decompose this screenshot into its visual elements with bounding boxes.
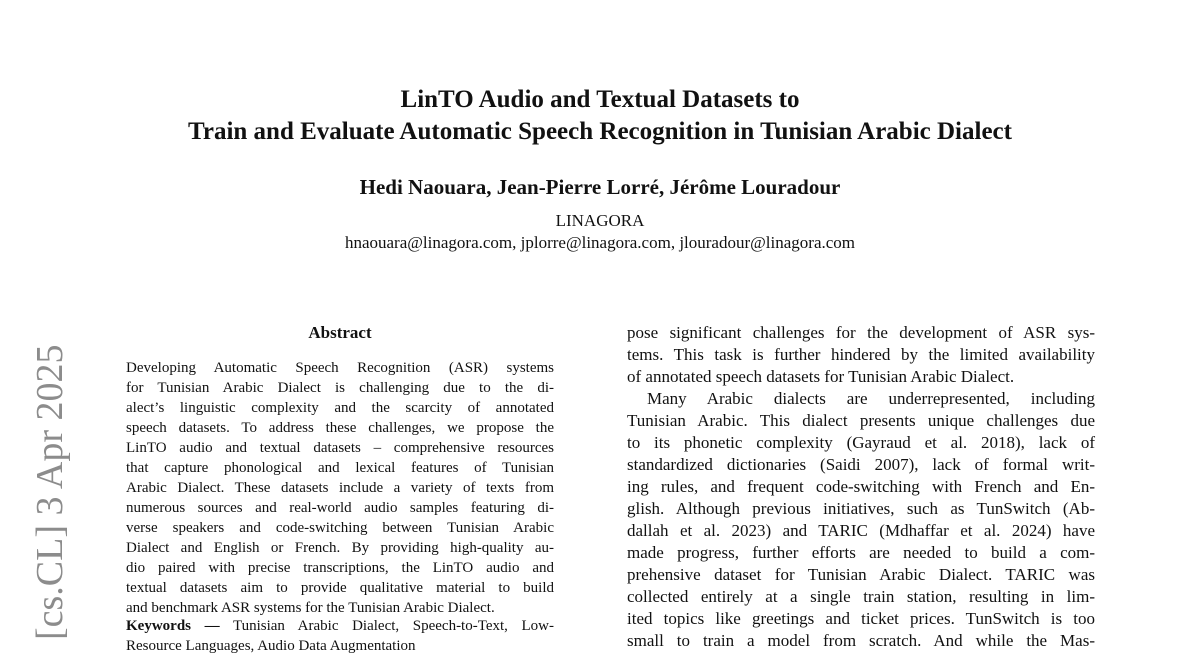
paper-title-line-2: Train and Evaluate Automatic Speech Recognition in Tunisian Arabic Dialect [188, 118, 1012, 145]
abstract-line: numerous sources and real-world audio samples featuring di- [126, 500, 554, 516]
paper-title-line-1: LinTO Audio and Textual Datasets to [400, 86, 800, 113]
body-line: to its phonetic complexity (Gayraud et al. 2018), lack of [627, 433, 1095, 452]
author-affiliation: LINAGORA [555, 211, 645, 230]
body-line: pose significant challenges for the development of ASR sys- [627, 323, 1095, 342]
abstract-heading: Abstract [308, 323, 372, 342]
abstract-line: dio paired with precise transcriptions, the LinTO audio and [126, 560, 554, 576]
paper-title [100, 84, 1100, 148]
body-line: standardized dictionaries (Saidi 2007), lack of formal writ- [627, 455, 1095, 474]
abstract-line: textual datasets aim to provide qualitative material to build [126, 580, 554, 596]
body-line: collected entirely at a single train station, resulting in lim- [627, 587, 1095, 606]
keywords [126, 616, 554, 656]
body-line: Tunisian Arabic. This dialect presents unique challenges due [627, 411, 1095, 430]
body-line: ited topics like greetings and ticket prices. TunSwitch is too [627, 609, 1095, 628]
abstract-line: LinTO audio and textual datasets – comprehensive resources [126, 440, 554, 456]
body-line: ing rules, and frequent code-switching with French and En- [627, 477, 1095, 496]
body-line: dallah et al. 2023) and TARIC (Mdhaffar et al. 2024) have [627, 521, 1095, 540]
introduction-column [627, 322, 1095, 652]
author-emails: hnaouara@linagora.com, jplorre@linagora.com, jlouradour@linagora.com [344, 233, 856, 252]
body-line: glish. Although previous initiatives, such as TunSwitch (Ab- [627, 499, 1095, 518]
body-line: tems. This task is further hindered by the limited availability [627, 345, 1095, 364]
body-line: prehensive dataset for Tunisian Arabic Dialect. TARIC was [627, 565, 1095, 584]
abstract-line: Developing Automatic Speech Recognition (ASR) systems [126, 360, 554, 376]
abstract-line: that capture phonological and lexical features of Tunisian [126, 460, 554, 476]
keywords-label: Keywords — [126, 618, 220, 634]
body-line: Many Arabic dialects are underrepresented, including [647, 389, 1095, 408]
abstract-line: alect’s linguistic complexity and the scarcity of annotated [126, 400, 554, 416]
paper-authors: Hedi Naouara, Jean-Pierre Lorré, Jérôme Louradour [359, 175, 841, 199]
abstract-line: speech datasets. To address these challenges, we propose the [126, 420, 554, 436]
body-line: made progress, further efforts are needed to build a com- [627, 543, 1095, 562]
arxiv-stamp: [cs.CL] 3 Apr 2025 [29, 344, 71, 640]
abstract-body [126, 358, 554, 618]
keywords-text-1: Tunisian Arabic Dialect, Speech-to-Text, Low- [219, 618, 555, 634]
abstract-line: Arabic Dialect. These datasets include a variety of texts from [126, 480, 554, 496]
abstract-line: Dialect and English or French. By providing high-quality au- [126, 540, 554, 556]
abstract-line: and benchmark ASR systems for the Tunisian Arabic Dialect. [126, 600, 495, 616]
keywords-line-1 [126, 616, 554, 636]
body-line: of annotated speech datasets for Tunisian Arabic Dialect. [627, 367, 1015, 386]
keywords-line-2: Resource Languages, Audio Data Augmentation [126, 638, 416, 654]
abstract-line: for Tunisian Arabic Dialect is challenging due to the di- [126, 380, 554, 396]
body-line: small to train a model from scratch. And while the Mas- [627, 631, 1095, 650]
abstract-line: verse speakers and code-switching between Tunisian Arabic [126, 520, 554, 536]
